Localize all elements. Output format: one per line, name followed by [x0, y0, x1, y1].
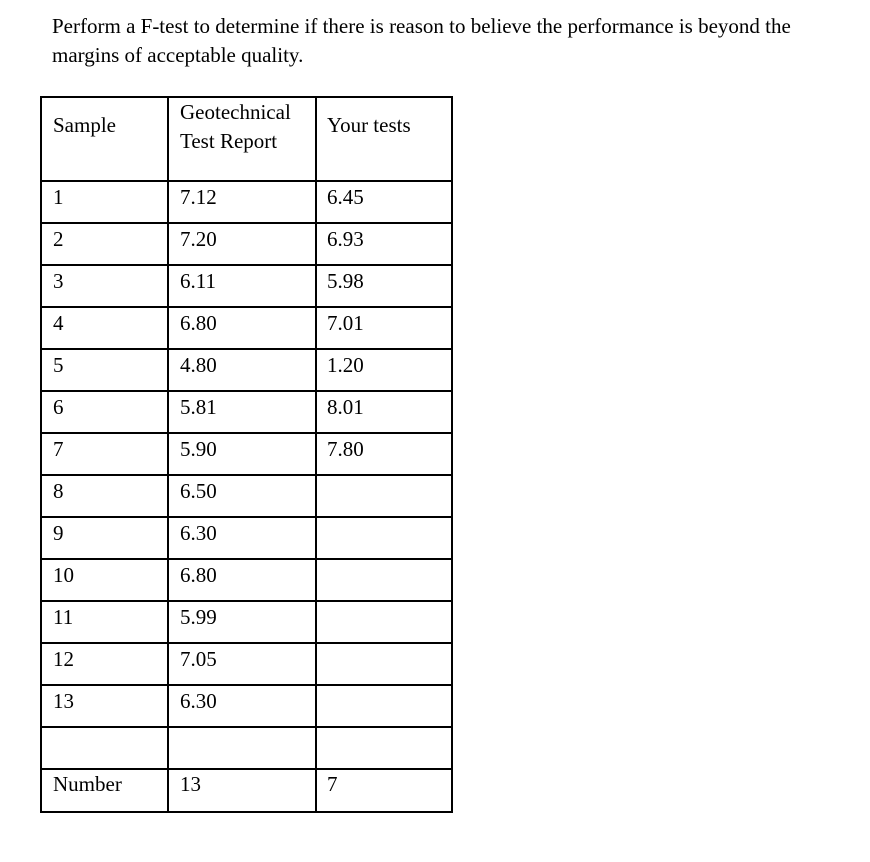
table-footer-row: [41, 769, 452, 812]
your-tests-cell: [316, 727, 452, 769]
your-tests-cell: [316, 685, 452, 727]
problem-statement: Perform a F-test to determine if there is reason to believe the performance is beyond the margins of acceptable quality.: [52, 14, 791, 67]
sample-cell: 3: [41, 265, 168, 307]
sample-cell: 4: [41, 307, 168, 349]
table-header-row: [41, 97, 452, 181]
geotechnical-cell: 5.90: [168, 433, 316, 475]
geotechnical-cell: 6.80: [168, 559, 316, 601]
your-tests-cell: [316, 559, 452, 601]
sample-cell: 12: [41, 643, 168, 685]
geotechnical-cell: 5.81: [168, 391, 316, 433]
geotechnical-cell: 7.12: [168, 181, 316, 223]
sample-cell: 1: [41, 181, 168, 223]
table-row: [41, 307, 452, 349]
table-row: [41, 433, 452, 475]
your-tests-cell: 7.80: [316, 433, 452, 475]
table-row: [41, 265, 452, 307]
your-tests-cell: 6.93: [316, 223, 452, 265]
table-row: [41, 391, 452, 433]
table-row: [41, 685, 452, 727]
your-tests-cell: 6.45: [316, 181, 452, 223]
geotechnical-cell: 7.20: [168, 223, 316, 265]
footer-geotechnical-count: 13: [168, 769, 316, 812]
table-row: [41, 559, 452, 601]
data-table: [40, 96, 453, 813]
your-tests-cell: [316, 475, 452, 517]
your-tests-cell: [316, 643, 452, 685]
sample-cell: [41, 727, 168, 769]
footer-number-label: Number: [41, 769, 168, 812]
sample-cell: 8: [41, 475, 168, 517]
geotechnical-cell: 6.11: [168, 265, 316, 307]
sample-cell: 9: [41, 517, 168, 559]
table-row: [41, 601, 452, 643]
sample-cell: 2: [41, 223, 168, 265]
your-tests-cell: 5.98: [316, 265, 452, 307]
sample-cell: 11: [41, 601, 168, 643]
your-tests-cell: 1.20: [316, 349, 452, 391]
sample-cell: 13: [41, 685, 168, 727]
geotechnical-cell: 7.05: [168, 643, 316, 685]
table-row: [41, 181, 452, 223]
header-sample: Sample: [41, 97, 168, 181]
sample-cell: 6: [41, 391, 168, 433]
geotechnical-cell: 6.30: [168, 517, 316, 559]
sample-cell: 10: [41, 559, 168, 601]
geotechnical-cell: 4.80: [168, 349, 316, 391]
header-your-tests: Your tests: [316, 97, 452, 181]
geotechnical-cell: 6.80: [168, 307, 316, 349]
footer-your-tests-count: 7: [316, 769, 452, 812]
table-row: [41, 475, 452, 517]
sample-cell: 7: [41, 433, 168, 475]
geotechnical-cell: 6.30: [168, 685, 316, 727]
table-row: [41, 517, 452, 559]
table-row: [41, 727, 452, 769]
geotechnical-cell: 5.99: [168, 601, 316, 643]
header-geotechnical-test-report: Geotechnical Test Report: [168, 97, 316, 181]
your-tests-cell: 8.01: [316, 391, 452, 433]
table-row: [41, 349, 452, 391]
geotechnical-cell: [168, 727, 316, 769]
geotechnical-cell: 6.50: [168, 475, 316, 517]
your-tests-cell: [316, 517, 452, 559]
table-row: [41, 643, 452, 685]
table-row: [41, 223, 452, 265]
your-tests-cell: [316, 601, 452, 643]
your-tests-cell: 7.01: [316, 307, 452, 349]
sample-cell: 5: [41, 349, 168, 391]
